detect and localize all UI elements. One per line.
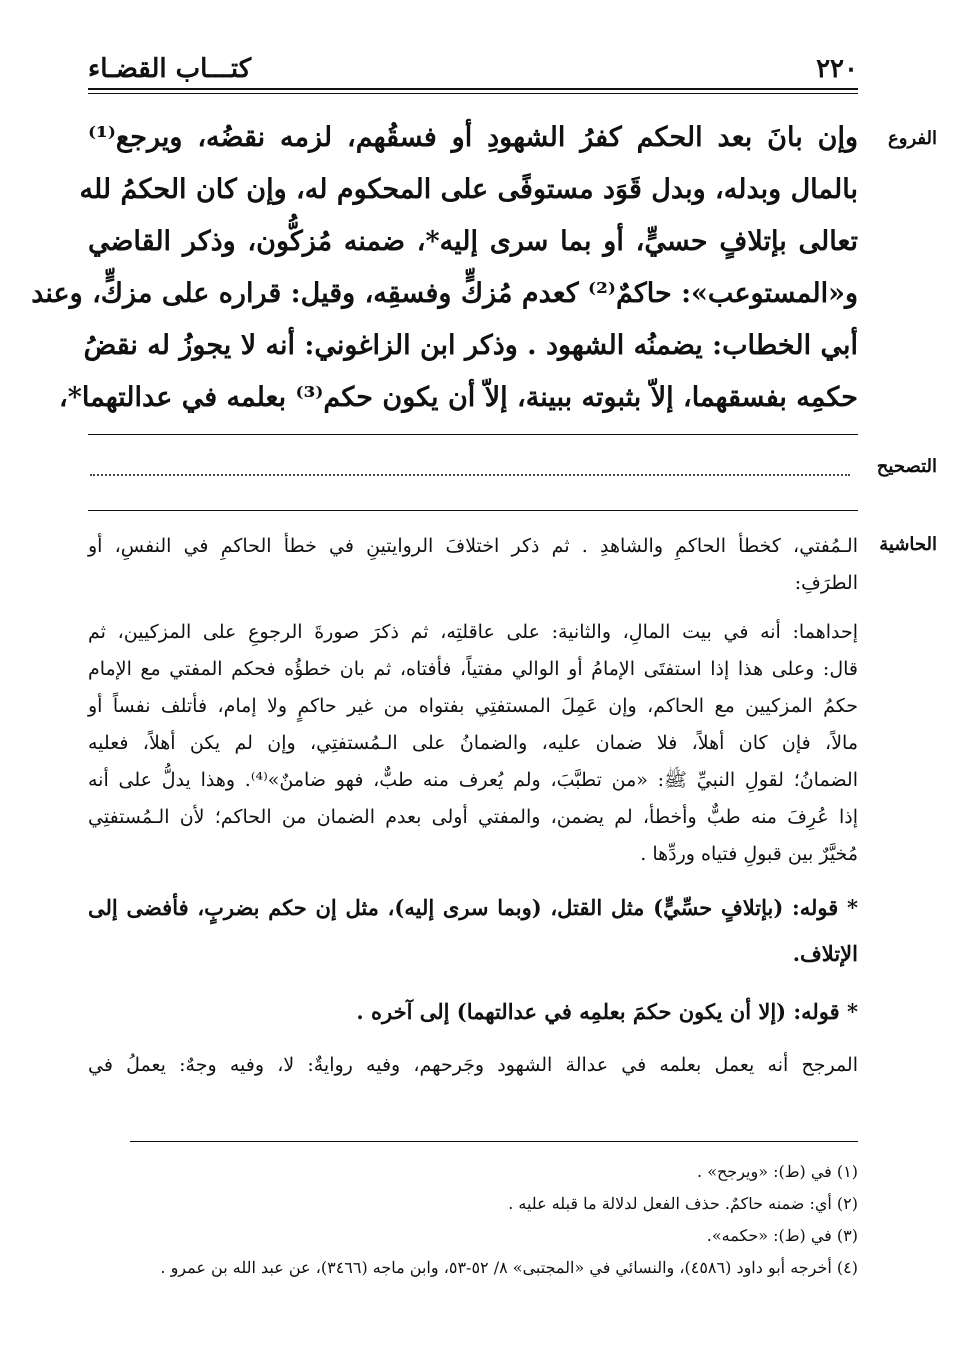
commentary-block [88, 528, 858, 1084]
main-text-line: أبي الخطاب: يضمنُه الشهود . وذكر ابن الزاغوني: أنه لا يجوزُ له نقضُ [83, 330, 858, 361]
tashih-dotted-line [90, 450, 850, 476]
main-text-block [31, 112, 858, 424]
footnote: (٣) في (ط): «حكمه». [706, 1226, 858, 1245]
page-number: ٢٢٠ [816, 54, 858, 84]
footnote: (٢) أي: ضمنه حاكمٌ. حذف الفعل لدلالة ما قبله عليه . [508, 1194, 858, 1213]
running-title: كتـــاب القضـاء [88, 54, 252, 84]
footnote: (١) في (ط): «ويرجح» . [697, 1162, 858, 1181]
commentary-note: * قوله: (بإتلافٍ حسِّيٍّ) مثل القتل، (وبما سرى إليه)، مثل إن حكم بضربٍ، فأفضى إلى [88, 895, 858, 920]
header-rule [88, 88, 858, 90]
commentary-note: الإتلاف. [792, 941, 858, 966]
commentary-line: الطرَفِ: [794, 572, 858, 594]
main-text-line: تعالى بإتلافٍ حسيٍّ، أو بما سرى إليه*، ضمنه مُزكُّون، وذكر القاضي [88, 226, 858, 257]
footnote: (٤) أخرجه أبو داود (٤٥٨٦)، والنسائي في «المجتبى» ٨/ ٥٢-٥٣، وابن ماجه (٣٤٦٦)، عن عبد الله بن عمرو . [160, 1258, 858, 1277]
paragraph-gap [88, 602, 858, 614]
main-text-line: وإن بانَ بعد الحكم كفرُ الشهودِ أو فسقُهم، لزمه نقضُه، ويرجع⁽¹⁾ [88, 122, 858, 153]
section-divider [88, 510, 858, 511]
commentary-line: الـمُفتي، كخطأ الحاكمِ والشاهدِ . ثم ذكر اختلافَ الروايتينِ في خطأ الحاكمِ في النفسِ، أو [88, 535, 858, 557]
paragraph-gap [88, 873, 858, 885]
commentary-line: مُخيَّرٌ بين قبولِ فتياه وردِّها . [640, 843, 858, 865]
commentary-line: المرجح أنه يعمل بعلمه في عدالة الشهود وجَرحهم، وفيه روايةٌ: لا، وفيه وجهٌ: يعملُ في [88, 1054, 858, 1076]
label-hashiya: الحاشية [879, 534, 937, 555]
commentary-line: مالاً، فإن كان أهلاً، فلا ضمان عليه، والضمانُ على الـمُستفتِي، وإن لم يكن أهلاً، فعليه [88, 732, 858, 754]
label-tashih: التصحيح [876, 456, 937, 477]
paragraph-gap [88, 1035, 858, 1047]
commentary-line: حكمُ المزكيين مع الحاكم، وإن عَمِلَ المستفتِي بفتواه من غير حاكمٍ ولا إمام، فأتلف نفساً أو [88, 695, 858, 717]
page-header [88, 54, 858, 86]
label-furu: الفروع [888, 128, 937, 149]
commentary-line: إذا عُرِفَ منه طبٌّ وأخطأ، لم يضمن، والمفتي أولى بعدم الضمان من الحاكم؛ لأن الـمُستفتِي [88, 806, 858, 828]
footnotes-block [88, 1156, 858, 1284]
paragraph-gap [88, 977, 858, 989]
commentary-line: قال: وعلى هذا إذا استفتَى الإمامُ أو الوالي مفتياً، فأفتاه، ثم بان خطؤُه فحكم المفتي مع الإمام [88, 658, 858, 680]
main-text-line: بالمال وبدله، وبدل قَوَد مستوفًى على المحكوم له، وإن كان الحكمُ لله [79, 174, 858, 205]
commentary-line: إحداهما: أنه في بيت المالِ، والثانية: على عاقلتِه، ثم ذكرَ صورةَ الرجوعِ على المزكيين، ثم [88, 621, 858, 643]
section-divider [88, 434, 858, 435]
commentary-line: الضمانُ؛ لقولِ النبيِّ ﷺ: «من تطبَّبَ، ولم يُعرف منه طبٌّ، فهو ضامنٌ»⁽⁴⁾. وهذا يدلُّ على أنه [88, 769, 859, 791]
main-text-line: و«المستوعب»: حاكمٌ⁽²⁾ كعدم مُزكٍّ وفسقِه، وقيل: قراره على مزكٍّ، وعند [31, 278, 858, 309]
header-rule-thin [88, 93, 858, 94]
commentary-note: * قوله: (إلا أن يكون حكمَ بعلمِه في عدالتهما) إلى آخره . [356, 999, 858, 1024]
footnote-rule [130, 1141, 858, 1142]
main-text-line: حكمِه بفسقهما، إلاّ بثبوته ببينة، إلاّ أن يكون حكم⁽³⁾ بعلمه في عدالتهما*، [59, 382, 858, 413]
